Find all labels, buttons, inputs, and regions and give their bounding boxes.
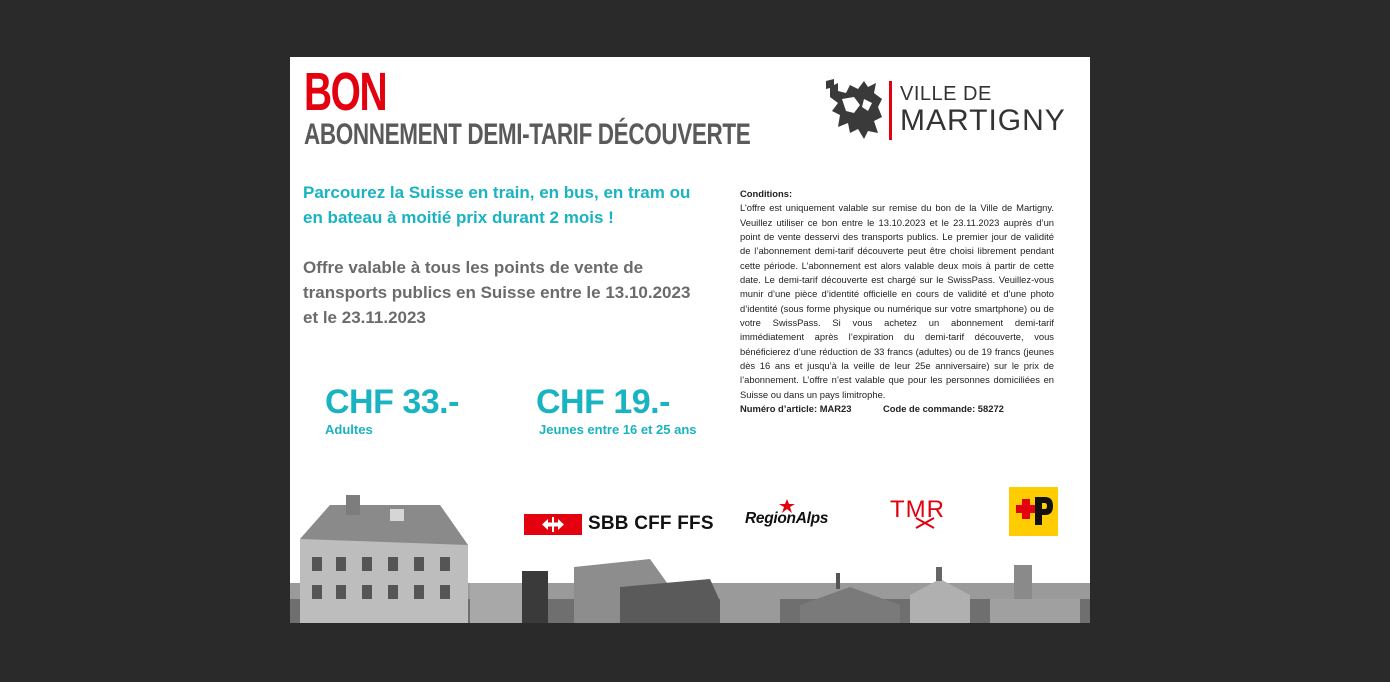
voucher-title: BON xyxy=(304,62,387,122)
martigny-skyline-image xyxy=(290,487,1090,623)
order-code: Code de commande: 58272 xyxy=(883,403,1004,415)
conditions-body: L’offre est uniquement valable sur remise du bon de la Ville de Martigny. Veuillez utiliser ce bon entre le 13.10.2023 et le 23.11.2023 auprès d’un point de vente desservi des transports publics. Le premier jour de validité de l’abonnement demi-tarif découverte peut être choisi librement pendant cette période. L’abonnement est alors valable deux mois à partir de cette date. Le demi-tarif découverte est chargé sur le SwissPass. Veuillez-vous munir d’une pièce d’identité officielle en cours de validité et d’une photo d’identité (sous forme physique ou numérique sur votre smartphone) ou de votre SwissPass. Si vous achetez un abonnement demi-tarif immédiatement après l’expiration du demi-tarif découverte, vous bénéficierez d’une réduction de 33 francs (adultes) ou de 19 francs (jeunes dès 16 ans et jusqu’à la veille de leur 25e anniversaire) sur le prix de l’abonnement. L’offre n’est valable que pour les personnes domiciliées en Suisse ou dans un pays limitrophe. xyxy=(740,202,1054,400)
validity-line-3: et le 23.11.2023 xyxy=(303,308,426,327)
sbb-wordmark: SBB CFF FFS xyxy=(588,513,714,534)
offer-headline xyxy=(303,180,703,230)
sbb-arrows-icon xyxy=(524,514,582,535)
price-label: Jeunes entre 16 et 25 ans xyxy=(539,422,697,437)
martigny-wordmark xyxy=(900,83,1066,137)
price-label: Adultes xyxy=(325,422,373,437)
post-cross-icon xyxy=(1009,487,1058,536)
logo-martigny: MARTIGNY xyxy=(900,104,1066,137)
conditions-block xyxy=(740,187,1054,417)
voucher-subtitle: ABONNEMENT DEMI-TARIF DÉCOUVERTE xyxy=(304,118,751,151)
validity-text xyxy=(303,255,703,330)
validity-line-2: transports publics en Suisse entre le 13.10.2023 xyxy=(303,283,691,302)
offer-headline-line-2: en bateau à moitié prix durant 2 mois ! xyxy=(303,208,614,227)
logo-ville-de: VILLE DE xyxy=(900,83,992,105)
voucher xyxy=(290,57,1090,623)
article-info xyxy=(740,402,1054,416)
swiss-post-logo xyxy=(1009,487,1058,536)
tmr-cross-icon xyxy=(914,517,936,529)
validity-line-1: Offre valable à tous les points de vente de xyxy=(303,258,644,277)
regionalps-wordmark: RegionAlps xyxy=(745,510,829,527)
tmr-logo xyxy=(890,497,964,529)
price-adults xyxy=(325,383,459,438)
price-youth xyxy=(536,383,697,438)
price-amount: CHF 19.- xyxy=(536,383,670,421)
regionalps-logo xyxy=(745,499,851,529)
logo-divider xyxy=(889,81,892,140)
conditions-heading: Conditions: xyxy=(740,188,793,199)
price-amount: CHF 33.- xyxy=(325,383,459,421)
offer-headline-line-1: Parcourez la Suisse en train, en bus, en tram ou xyxy=(303,183,691,202)
tmr-wordmark: TMR xyxy=(890,496,945,523)
martigny-lion-emblem-icon xyxy=(824,77,886,141)
ville-de-martigny-logo xyxy=(824,77,1066,143)
article-number: Numéro d’article: MAR23 xyxy=(740,403,852,415)
